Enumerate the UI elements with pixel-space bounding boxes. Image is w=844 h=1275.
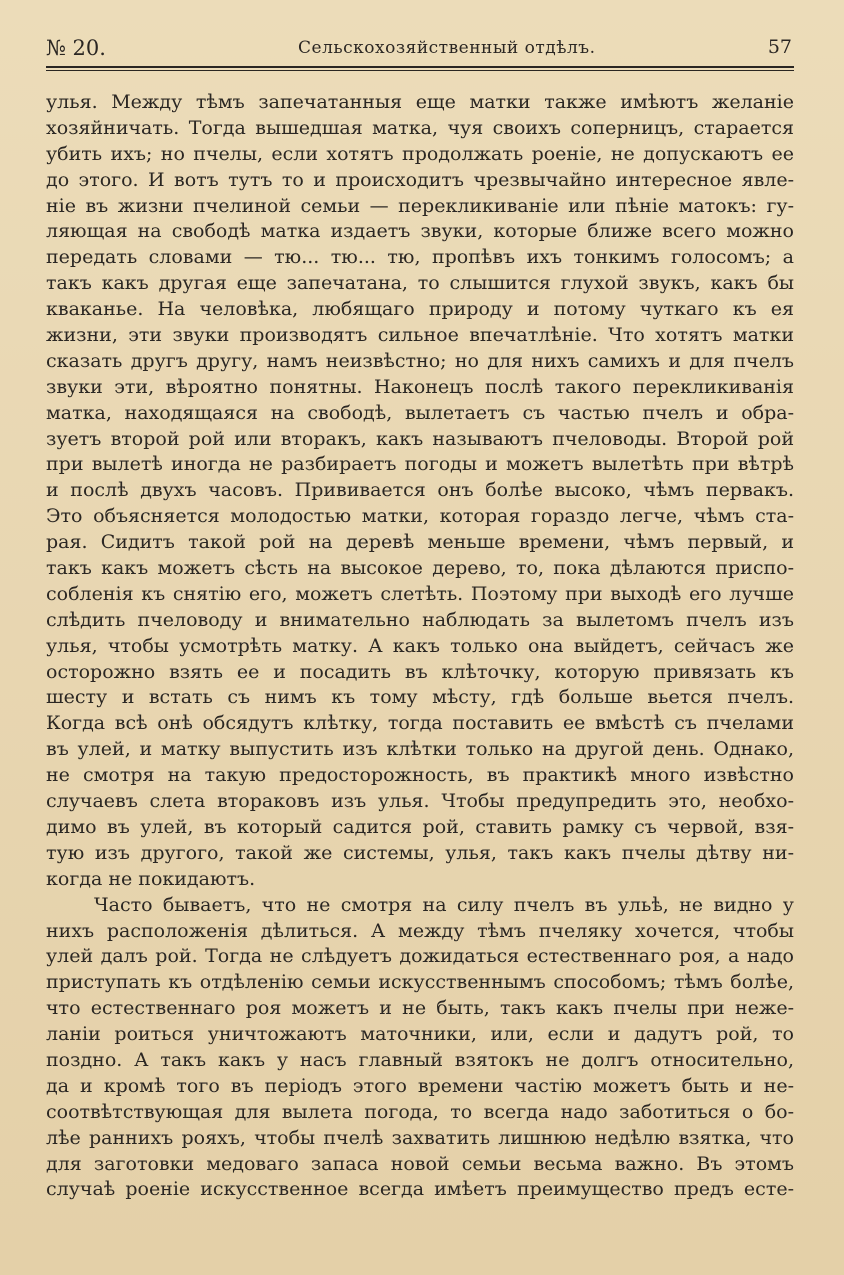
text-line: улья, чтобы усмотрѣть матку. А какъ только она выйдетъ, сейчасъ же bbox=[46, 634, 794, 657]
text-line: ланіи роиться уничтожаютъ маточники, или, если и дадутъ рой, то bbox=[46, 1023, 794, 1046]
issue-number: № 20. bbox=[46, 36, 106, 60]
text-line: убить ихъ; но пчелы, если хотятъ продолжать роеніе, не допускаютъ ее bbox=[46, 142, 794, 165]
text-line: зуетъ второй рой или вторакъ, какъ называютъ пчеловоды. Второй рой bbox=[46, 427, 794, 450]
text-line: при вылетѣ иногда не разбираетъ погоды и можетъ вылетѣть при вѣтрѣ bbox=[46, 453, 794, 476]
text-line: передать словами — тю... тю... тю, пропѣвъ ихъ тонкимъ голосомъ; а bbox=[46, 246, 794, 269]
text-line: нихъ расположенія дѣлиться. А между тѣмъ пчеляку хочется, чтобы bbox=[46, 919, 794, 942]
text-line: въ улей, и матку выпустить изъ клѣтки только на другой день. Однако, bbox=[46, 738, 794, 761]
page-header bbox=[46, 32, 794, 66]
text-line: ляющая на свободѣ матка издаетъ звуки, которые ближе всего можно bbox=[46, 220, 794, 243]
text-line: Это объясняется молодостью матки, которая гораздо легче, чѣмъ ста- bbox=[46, 505, 794, 528]
text-line: улья. Между тѣмъ запечатанныя еще матки также имѣютъ желаніе bbox=[46, 91, 794, 113]
text-line: когда не покидаютъ. bbox=[46, 867, 256, 890]
text-line: хозяйничать. Тогда вышедшая матка, чуя своихъ соперницъ, старается bbox=[46, 116, 794, 139]
text-line: соотвѣтствующая для вылета погода, то всегда надо заботиться о бо- bbox=[46, 1100, 794, 1123]
text-line: сказать другъ другу, намъ неизвѣстно; но для нихъ самихъ и для пчелъ bbox=[46, 349, 794, 372]
text-line: да и кромѣ того въ періодъ этого времени частію можетъ быть и не- bbox=[46, 1074, 794, 1097]
text-line: поздно. А такъ какъ у насъ главный взятокъ не долгъ относительно, bbox=[46, 1048, 794, 1071]
text-line: улей далъ рой. Тогда не слѣдуетъ дожидаться естественнаго роя, а надо bbox=[46, 945, 794, 968]
text-line: приступать къ отдѣленію семьи искусственнымъ способомъ; тѣмъ болѣе, bbox=[46, 971, 794, 994]
text-line: ніе въ жизни пчелиной семьи — перекликиваніе или пѣніе матокъ: гу- bbox=[46, 194, 794, 217]
text-line: рая. Сидитъ такой рой на деревѣ меньше времени, чѣмъ первый, и bbox=[46, 531, 794, 554]
text-line: слѣдить пчеловоду и внимательно наблюдать за вылетомъ пчелъ изъ bbox=[46, 608, 794, 631]
text-line: Когда всѣ онѣ обсядутъ клѣтку, тогда поставить ее вмѣстѣ съ пчелами bbox=[46, 712, 794, 735]
text-line: димо въ улей, въ который садится рой, ставить рамку съ червой, взя- bbox=[46, 815, 794, 838]
text-line: тую изъ другого, такой же системы, улья, такъ какъ пчелы дѣтву ни- bbox=[46, 841, 794, 864]
text-line: жизни, эти звуки производятъ сильное впечатлѣніе. Что хотятъ матки bbox=[46, 324, 794, 347]
header-rule-thin bbox=[46, 70, 794, 71]
text-line: Часто бываетъ, что не смотря на силу пчелъ въ ульѣ, не видно у bbox=[94, 893, 794, 916]
text-line: такъ какъ другая еще запечатана, то слышится глухой звукъ, какъ бы bbox=[46, 272, 794, 295]
text-line: кваканье. На человѣка, любящаго природу и потому чуткаго къ ея bbox=[46, 298, 794, 321]
text-line: матка, находящаяся на свободѣ, вылетаетъ съ частью пчелъ и обра- bbox=[46, 401, 794, 424]
text-line: осторожно взять ее и посадить въ клѣточку, которую привязать къ bbox=[46, 660, 794, 683]
text-line: шесту и встать съ нимъ къ тому мѣсту, гдѣ больше вьется пчелъ. bbox=[46, 686, 794, 709]
body-text bbox=[46, 90, 794, 1203]
text-line: что естественнаго роя можетъ и не быть, такъ какъ пчелы при нежe- bbox=[46, 997, 794, 1020]
text-line: и послѣ двухъ часовъ. Прививается онъ болѣе высоко, чѣмъ первакъ. bbox=[46, 479, 794, 502]
text-line: случаевъ слета втораковъ изъ улья. Чтобы предупредить это, необхо- bbox=[46, 790, 794, 813]
page-number: 57 bbox=[767, 36, 792, 58]
text-line: не смотря на такую предосторожность, въ практикѣ много извѣстно bbox=[46, 764, 794, 787]
text-line: звуки эти, вѣроятно понятны. Наконецъ послѣ такого перекликиванія bbox=[46, 375, 794, 398]
text-line: лѣе раннихъ рояхъ, чтобы пчелѣ захватить лишнюю недѣлю взятка, что bbox=[46, 1126, 794, 1149]
text-line: собленія къ снятію его, можетъ слетѣть. Поэтому при выходѣ его лучше bbox=[46, 582, 794, 605]
header-rule bbox=[46, 66, 794, 68]
text-line: такъ какъ можетъ сѣсть на высокое дерево, то, пока дѣлаются приспо- bbox=[46, 557, 794, 580]
text-line: случаѣ роеніе искусственное всегда имѣетъ преимущество предъ есте- bbox=[46, 1178, 794, 1201]
text-line: до этого. И вотъ тутъ то и происходитъ чрезвычайно интересное явле- bbox=[46, 168, 794, 191]
text-line: для заготовки медоваго запаса новой семьи весьма важно. Въ этомъ bbox=[46, 1152, 794, 1175]
section-title: Сельскохозяйственный отдѣлъ. bbox=[298, 38, 596, 58]
